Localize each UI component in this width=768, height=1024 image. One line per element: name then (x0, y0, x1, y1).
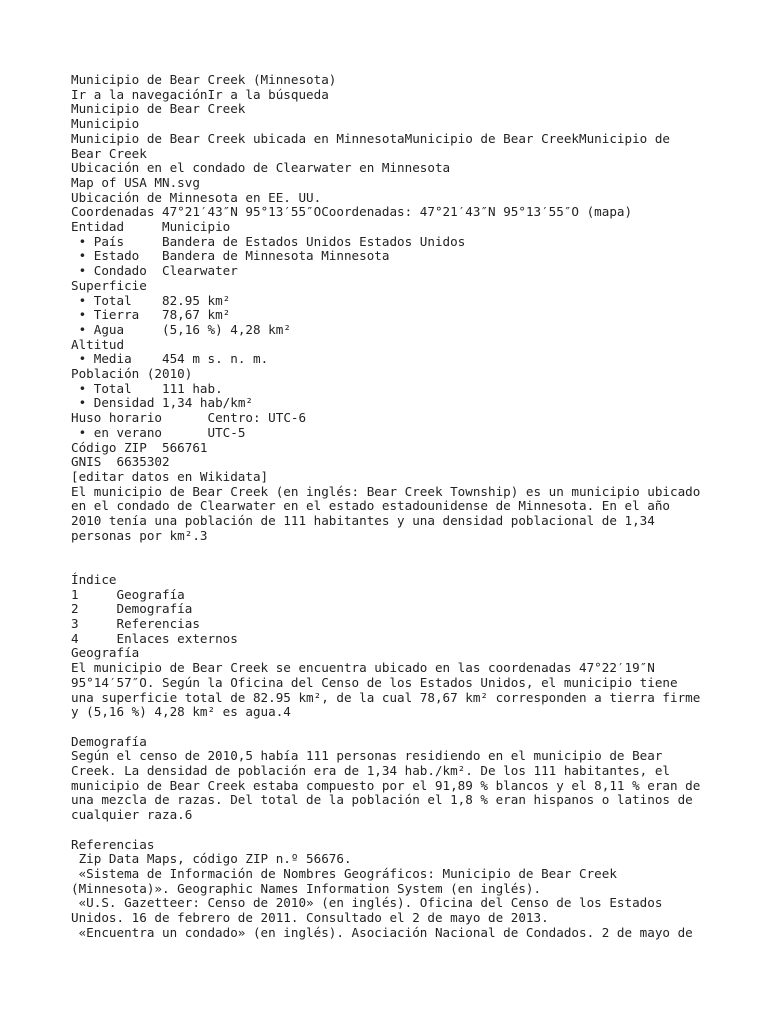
reference-line[interactable]: (Minnesota)». Geographic Names Information System (en inglés). (71, 880, 542, 896)
edit-wikidata-link[interactable]: [editar datos en Wikidata] (71, 468, 269, 484)
toc-item-demografia[interactable] (71, 602, 711, 617)
altitud-media-row (71, 352, 711, 367)
map-alt-text: Municipio de Bear Creek ubicada en MinnesotaMunicipio de Bear CreekMunicipio de (71, 130, 670, 146)
toc-label[interactable]: Referencias (116, 616, 200, 631)
agua-label: • Agua (71, 321, 125, 337)
toc-item-geografia[interactable] (71, 588, 711, 603)
coordinates-row (71, 205, 711, 220)
map-caption-county: Ubicación en el condado de Clearwater en Minnesota (71, 160, 451, 176)
skip-to-search-link[interactable]: Ir a la búsqueda (207, 86, 329, 102)
paragraph-line: municipio de Bear Creek estaba compuesto por el 91,89 % blancos y el 8,11 % eran de (71, 777, 701, 793)
intro-line: 2010 tenía una población de 111 habitantes y una densidad poblacional de 1,34 (71, 513, 655, 529)
densidad-label: • Densidad (71, 395, 155, 411)
entidad-value[interactable]: Municipio (162, 219, 231, 235)
agua-value: (5,16 %) 4,28 km² (162, 321, 291, 337)
toc-label[interactable]: Geografía (116, 586, 185, 602)
spacer (71, 720, 711, 735)
huso-label: Huso horario (71, 410, 162, 426)
altitud-media-label: • Media (71, 351, 132, 367)
paragraph-line: una mezcla de razas. Del total de la población el 1,8 % eran hispanos o latinos de (71, 792, 693, 808)
table-of-contents (71, 573, 711, 647)
section-heading: Demografía (71, 733, 147, 749)
infobox (71, 102, 711, 484)
reference-line[interactable]: Unidos. 16 de febrero de 2011. Consultado el 2 de mayo de 2013. (71, 910, 549, 926)
pais-label: • País (71, 233, 125, 249)
huso-row (71, 411, 711, 426)
reference-line[interactable]: «Sistema de Información de Nombres Geográficos: Municipio de Bear Creek (71, 865, 617, 881)
toc-item-enlaces-externos[interactable] (71, 632, 711, 647)
intro-line: en el condado de Clearwater en el estado estadounidense de Minnesota. En el año (71, 498, 670, 514)
paragraph-line: una superficie total de 82.95 km², de la cual 78,67 km² corresponden a tierra firme (71, 689, 701, 705)
verano-value[interactable]: UTC-5 (207, 424, 246, 440)
condado-row (71, 264, 711, 279)
infobox-name: Municipio de Bear Creek (71, 101, 246, 117)
section-geografia (71, 646, 711, 720)
altitud-heading: Altitud (71, 336, 125, 352)
superficie-total-label: • Total (71, 292, 132, 308)
estado-value[interactable]: Bandera de Minnesota Minnesota (162, 248, 390, 264)
estado-row (71, 249, 711, 264)
infobox-type: Municipio (71, 116, 140, 132)
zip-row (71, 441, 711, 456)
densidad-row (71, 396, 711, 411)
section-referencias (71, 838, 711, 941)
skip-links (71, 88, 711, 103)
skip-to-navigation-link[interactable]: Ir a la navegación (71, 86, 208, 102)
densidad-value: 1,34 hab/km² (162, 395, 253, 411)
tierra-row (71, 308, 711, 323)
spacer (71, 544, 711, 573)
toc-item-referencias[interactable] (71, 617, 711, 632)
condado-label: • Condado (71, 263, 147, 279)
map-alt-text-cont: Bear Creek (71, 145, 147, 161)
poblacion-total-row (71, 382, 711, 397)
reference-line[interactable]: Zip Data Maps, código ZIP n.º 56676. (71, 851, 352, 867)
poblacion-total-label: • Total (71, 380, 132, 396)
coordinates-value[interactable]: 47°21′43″N 95°13′55″OCoordenadas: 47°21′43″N 95°13′55″O (mapa) (162, 204, 633, 220)
zip-value[interactable]: 566761 (162, 439, 208, 455)
gnis-value[interactable]: 6635302 (116, 454, 170, 470)
paragraph-line: y (5,16 %) 4,28 km² es agua.4 (71, 704, 291, 720)
intro-line: personas por km².3 (71, 527, 208, 543)
gnis-label[interactable]: GNIS (71, 454, 102, 470)
gnis-row (71, 455, 711, 470)
paragraph-line: El municipio de Bear Creek se encuentra ubicado en las coordenadas 47°22′19″N (71, 660, 655, 676)
intro-paragraph (71, 485, 711, 544)
tierra-label: • Tierra (71, 307, 140, 323)
pais-row (71, 235, 711, 250)
superficie-total-row (71, 294, 711, 309)
estado-label: • Estado (71, 248, 140, 264)
condado-value[interactable]: Clearwater (162, 263, 238, 279)
map-caption-state: Ubicación de Minnesota en EE. UU. (71, 189, 322, 205)
toc-label[interactable]: Enlaces externos (116, 630, 238, 646)
poblacion-heading: Población (2010) (71, 366, 193, 382)
coordinates-label: Coordenadas (71, 204, 155, 220)
paragraph-line: Según el censo de 2010,5 había 111 personas residiendo en el municipio de Bear (71, 748, 663, 764)
section-heading: Referencias (71, 836, 155, 852)
section-demografia (71, 735, 711, 823)
superficie-total-value: 82.95 km² (162, 292, 231, 308)
section-heading: Geografía (71, 645, 140, 661)
poblacion-total-value: 111 hab. (162, 380, 223, 396)
tierra-value: 78,67 km² (162, 307, 231, 323)
toc-heading: Índice (71, 571, 117, 587)
paragraph-line: Creek. La densidad de población era de 1,34 hab./km². De los 111 habitantes, el (71, 763, 670, 779)
page-title: Municipio de Bear Creek (Minnesota) (71, 72, 337, 87)
article (71, 73, 711, 940)
verano-row (71, 426, 711, 441)
entidad-label: Entidad (71, 219, 125, 235)
pais-value[interactable]: Bandera de Estados Unidos Estados Unidos (162, 233, 466, 249)
verano-label: • en verano (71, 424, 162, 440)
superficie-heading: Superficie (71, 277, 147, 293)
agua-row (71, 323, 711, 338)
reference-line[interactable]: «U.S. Gazetteer: Censo de 2010» (en inglés). Oficina del Censo de los Estados (71, 895, 663, 911)
intro-line: El municipio de Bear Creek (en inglés: Bear Creek Township) es un municipio ubicado (71, 483, 701, 499)
altitud-media-value: 454 m s. n. m. (162, 351, 269, 367)
zip-label: Código ZIP (71, 439, 147, 455)
entidad-row (71, 220, 711, 235)
toc-number: 4 (71, 630, 79, 646)
toc-number: 3 (71, 616, 79, 631)
toc-number: 1 (71, 586, 79, 602)
paragraph-line: cualquier raza.6 (71, 807, 193, 823)
toc-number: 2 (71, 601, 79, 617)
spacer (71, 823, 711, 838)
toc-label[interactable]: Demografía (116, 601, 193, 617)
map-file-link[interactable]: Map of USA MN.svg (71, 174, 200, 190)
paragraph-line: 95°14′57″O. Según la Oficina del Censo de los Estados Unidos, el municipio tiene (71, 674, 678, 690)
huso-value[interactable]: Centro: UTC-6 (207, 410, 307, 426)
reference-line[interactable]: «Encuentra un condado» (en inglés). Asociación Nacional de Condados. 2 de mayo de (71, 924, 693, 940)
